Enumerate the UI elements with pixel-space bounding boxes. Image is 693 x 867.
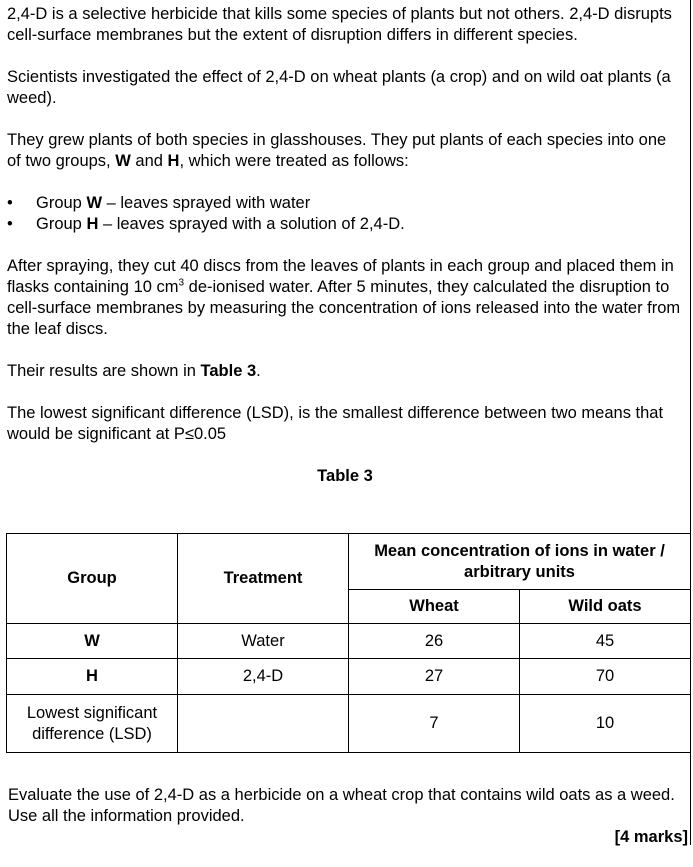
table-row (7, 695, 691, 753)
cell-group: W (7, 624, 178, 659)
header-mean-concentration: Mean concentration of ions in water / arbitrary units (349, 534, 691, 590)
list-item-group: W (86, 194, 103, 212)
table-reference: Table 3 (200, 362, 257, 380)
cell-group: H (7, 659, 178, 695)
group-w-label: W (115, 152, 131, 170)
list-item-group: H (86, 215, 99, 233)
cell-group: Lowest significant difference (LSD) (7, 695, 178, 753)
list-item (7, 193, 683, 214)
header-wild-oats: Wild oats (520, 590, 691, 624)
evaluate-question: Evaluate the use of 2,4-D as a herbicide on a wheat crop that contains wild oats as a weed. Use all the information provided. (8, 786, 675, 825)
treatment-list (7, 193, 683, 235)
paragraph-groups-end: , which were treated as follows: (179, 152, 409, 170)
paragraph-method-text: After spraying, they cut 40 discs from the leaves of plants in each group and placed them in flasks containing 10 cm (7, 257, 674, 296)
header-group: Group (7, 534, 178, 624)
paragraph-groups-and: and (130, 152, 168, 170)
paragraph-results-end: . (256, 362, 261, 380)
cell-wild-oats: 10 (520, 695, 691, 753)
superscript-three: 3 (178, 277, 185, 289)
list-item-text: Group (36, 215, 87, 233)
paragraph-lsd: The lowest significant difference (LSD), is the smallest difference between two means that would be significant at P≤0.05 (7, 404, 664, 443)
table-row (7, 624, 691, 659)
cell-wheat: 7 (349, 695, 520, 753)
paragraph-groups-text: They grew plants of both species in glasshouses. They put plants of each species into one of two groups, (7, 131, 667, 170)
cell-wheat: 26 (349, 624, 520, 659)
cell-treatment (178, 695, 349, 753)
paragraph-groups (7, 130, 683, 172)
list-item (7, 214, 683, 235)
paragraph-herbicide-intro: 2,4-D is a selective herbicide that kills some species of plants but not others. 2,4-D disrupts cell-surface membranes but the extent of disruption differs in different species. (7, 5, 672, 44)
list-item-desc: – leaves sprayed with a solution of 2,4-D. (98, 215, 405, 233)
group-h-label: H (167, 152, 180, 170)
cell-treatment: 2,4-D (178, 659, 349, 695)
paragraph-results-text: Their results are shown in (7, 362, 201, 380)
paragraph-results (7, 361, 683, 382)
paragraph-investigation: Scientists investigated the effect of 2,4-D on wheat plants (a crop) and on wild oat plants (a weed). (7, 68, 671, 107)
header-wheat: Wheat (349, 590, 520, 624)
list-item-desc: – leaves sprayed with water (102, 194, 311, 212)
marks-label: [4 marks] (614, 828, 688, 846)
bullet-icon: • (7, 215, 13, 233)
paragraph-method (7, 256, 683, 340)
results-table (6, 533, 691, 753)
table-caption: Table 3 (317, 467, 373, 485)
question-passage (7, 4, 683, 508)
question-footer (8, 785, 688, 848)
cell-wild-oats: 45 (520, 624, 691, 659)
bullet-icon: • (7, 194, 13, 212)
cell-wheat: 27 (349, 659, 520, 695)
table-row (7, 659, 691, 695)
paragraph-method-end: de-ionised water. After 5 minutes, they calculated the disruption to cell-surface membranes by measuring the concentration of ions released into the water from the leaf discs. (7, 278, 681, 338)
header-treatment: Treatment (178, 534, 349, 624)
list-item-text: Group (36, 194, 87, 212)
cell-wild-oats: 70 (520, 659, 691, 695)
cell-treatment: Water (178, 624, 349, 659)
